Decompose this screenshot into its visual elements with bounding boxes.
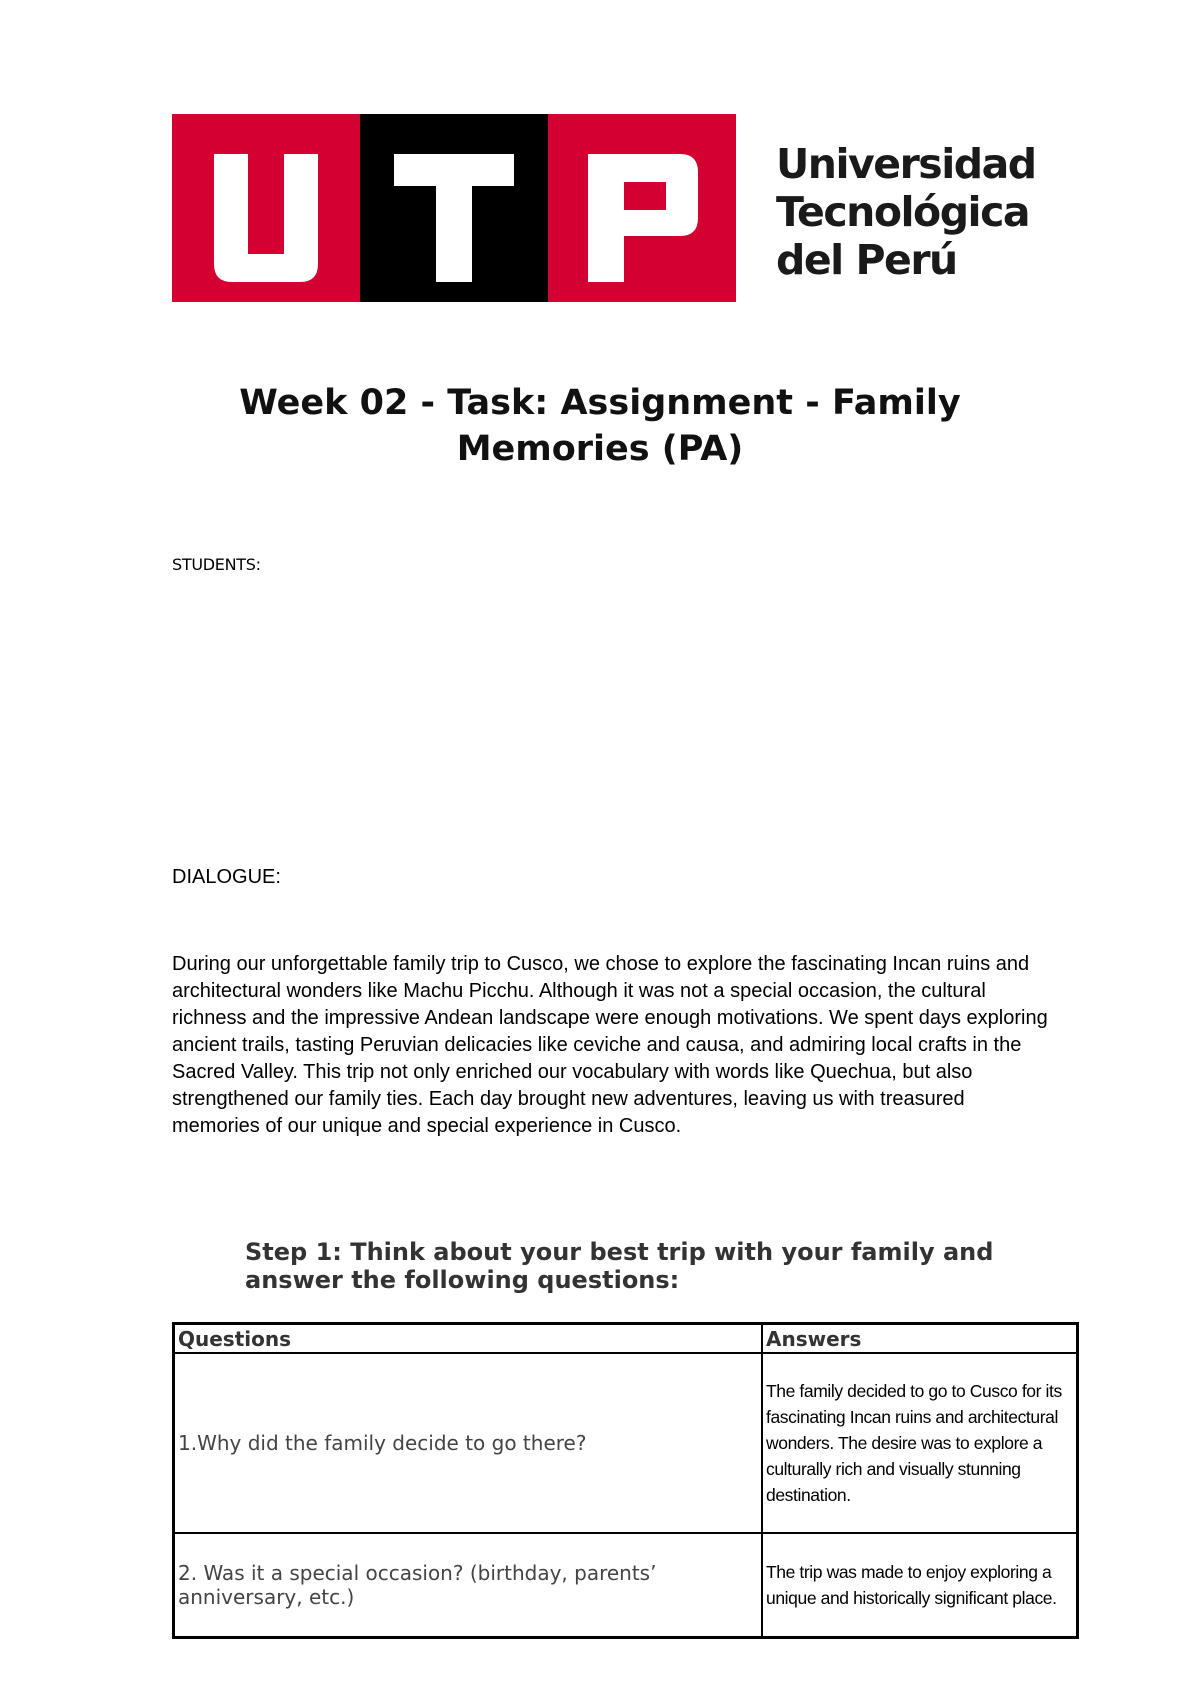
logo-university-name: [776, 140, 1036, 284]
table-row: [174, 1353, 1078, 1533]
logo-name-line-1: Universidad: [776, 140, 1036, 188]
dialogue-paragraph: During our unforgettable family trip to Cusco, we chose to explore the fascinating Incan ruins and architectural wonders like Machu Picchu. Although it was not a special occasion, the cultural richness and the impressive Andean landscape were enough motivations. We spent days exploring ancient trails, tasting Peruvian delicacies like ceviche and causa, and admiring local crafts in the Sacred Valley. This trip not only enriched our vocabulary with words like Quechua, but also strengthened our family ties. Each day brought new adventures, leaving us with treasured memories of our unique and special experience in Cusco.: [172, 953, 1048, 1137]
table-row: [174, 1533, 1078, 1637]
logo-letter-t-icon: [360, 114, 548, 302]
header-answers: Answers: [762, 1324, 1078, 1354]
logo-name-line-2: Tecnológica: [776, 188, 1030, 236]
logo-block-t: [360, 114, 548, 302]
table-header-row: [174, 1324, 1078, 1354]
logo-letter-p-icon: [548, 114, 736, 302]
answer-cell-2: The trip was made to enjoy exploring a unique and historically significant place.: [762, 1533, 1078, 1637]
question-cell-2: 2. Was it a special occasion? (birthday, parents’ anniversary, etc.): [174, 1533, 763, 1637]
step-1-heading: Step 1: Think about your best trip with your family and answer the following questions:: [245, 1238, 994, 1294]
dialogue-label: DIALOGUE:: [172, 866, 281, 888]
students-label: STUDENTS:: [172, 555, 261, 574]
logo-name-line-3: del Perú: [776, 236, 957, 284]
question-cell-1: 1.Why did the family decide to go there?: [174, 1353, 763, 1533]
questions-table: [172, 1322, 1079, 1639]
logo-block-u: [172, 114, 360, 302]
utp-logo: [172, 114, 734, 302]
header-questions: Questions: [174, 1324, 763, 1354]
logo-block-p: [548, 114, 736, 302]
logo-letter-u-icon: [172, 114, 360, 302]
answer-cell-1: The family decided to go to Cusco for its fascinating Incan ruins and architectural wonders. The desire was to explore a culturally rich and visually stunning destination.: [762, 1353, 1078, 1533]
document-title: Week 02 - Task: Assignment - Family Memories (PA): [239, 383, 961, 469]
